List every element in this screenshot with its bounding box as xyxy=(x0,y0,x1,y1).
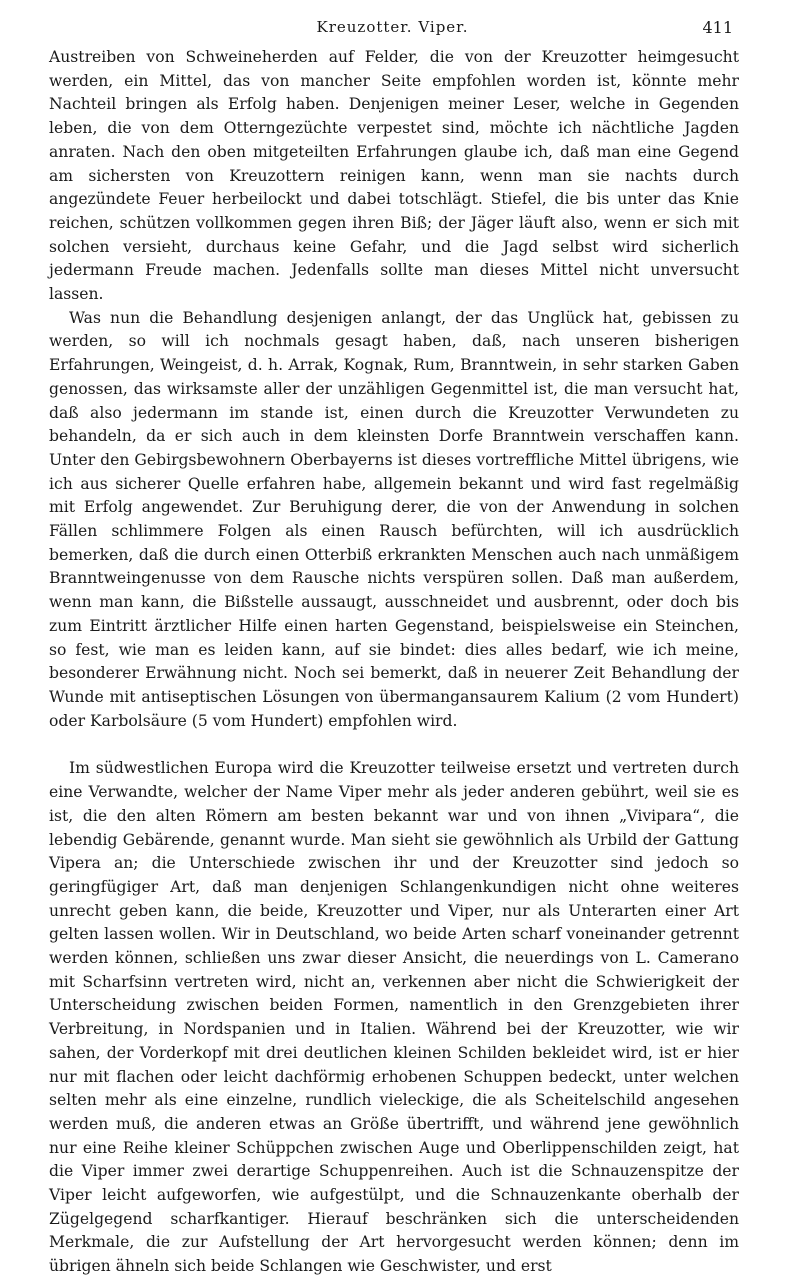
paragraph-remedy-hunting: Austreiben von Schweineherden auf Felder, die von der Kreuzotter heimgesucht werden, ein Mittel, das von mancher Seite empfohlen worden ist, könnte mehr Nachteil bringen als Erfolg haben. Denjenigen meiner Leser, welche in Gegenden leben, die von dem Otterngezüchte verpestet sind, möchte ich nächtliche Jagden anraten. Nach den oben mitgeteilten Erfahrungen glaube ich, daß man eine Gegend am sichersten von Kreuzottern reinigen kann, wenn man sie nachts durch angezündete Feuer herbeilockt und dabei totschlägt. Stiefel, die bis unter das Knie reichen, schützen vollkommen gegen ihren Biß; der Jäger läuft also, wenn er sich mit solchen versieht, durchaus keine Gefahr, und die Jagd selbst wird sicherlich jedermann Freude machen. Jedenfalls sollte man dieses Mittel nicht unversucht lassen. xyxy=(49,48,739,304)
running-title: Kreuzotter. Viper. xyxy=(316,18,469,36)
running-head xyxy=(0,18,785,42)
paragraph-viper: Im südwestlichen Europa wird die Kreuzotter teilweise ersetzt und vertreten durch eine Verwandte, welcher der Name Viper mehr als jeder anderen gebührt, weil sie es ist, die den alten Römern am besten bekannt war und von ihnen „Vivipara“, die lebendig Gebärende, genannt wurde. Man sieht sie gewöhnlich als Urbild der Gattung Vipera an; die Unterschiede zwischen ihr und der Kreuzotter sind jedoch so geringfügiger Art, daß man denjenigen Schlangenkundigen nicht ohne weiteres unrecht geben kann, die beide, Kreuzotter und Viper, nur als Unterarten einer Art gelten lassen wollen. Wir in Deutschland, wo beide Arten scharf voneinander getrennt werden können, schließen uns zwar dieser Ansicht, die neuerdings von L. Camerano mit Scharfsinn vertreten wird, nicht an, verkennen aber nicht die Schwierigkeit der Unterscheidung zwischen beiden Formen, namentlich in den Grenzgebieten ihrer Verbreitung, in Nordspanien und in Italien. Während bei der Kreuzotter, wie wir sahen, der Vorderkopf mit drei deutlichen kleinen Schilden bekleidet wird, ist er hier nur mit flachen oder leicht dachförmig erhobenen Schuppen bedeckt, unter welchen selten mehr als eine einzelne, rundlich vieleckige, die als Scheitelschild angesehen werden muß, die anderen etwas an Größe übertrifft, und während jene gewöhnlich nur eine Reihe kleiner Schüppchen zwischen Auge und Oberlippenschilden zeigt, hat die Viper immer zwei derartige Schuppenreihen. Auch ist die Schnauzenspitze der Viper leicht aufgeworfen, wie aufgestülpt, und die Schnauzenkante oberhalb der Zügelgegend scharfkantiger. Hierauf beschränken sich die unterscheidenden Merkmale, die zur Aufstellung der Art hervorgesucht werden können; denn im übrigen ähneln sich beide Schlangen wie Geschwister, und erst xyxy=(49,759,739,1276)
body-text xyxy=(49,46,739,1279)
page-number: 411 xyxy=(702,18,733,37)
paragraph-treatment: Was nun die Behandlung desjenigen anlangt, der das Unglück hat, gebissen zu werden, so will ich nochmals gesagt haben, daß, nach unseren bisherigen Erfahrungen, Weingeist, d. h. Arrak, Kognak, Rum, Branntwein, in sehr starken Gaben genossen, das wirksamste aller der unzähligen Gegenmittel ist, die man versucht hat, daß also jedermann im stande ist, einen durch die Kreuzotter Verwundeten zu behandeln, da er sich auch in dem kleinsten Dorfe Branntwein verschaffen kann. Unter den Gebirgsbewohnern Oberbayerns ist dieses vortreffliche Mittel übrigens, wie ich aus sicherer Quelle erfahren habe, allgemein bekannt und wird fast regelmäßig mit Erfolg angewendet. Zur Beruhigung derer, die von der Anwendung in solchen Fällen schlimmere Folgen als einen Rausch befürchten, will ich ausdrücklich bemerken, daß die durch einen Otterbiß erkrankten Menschen auch nach unmäßigem Branntweingenusse von dem Rausche nichts verspüren sollen. Daß man außerdem, wenn man kann, die Bißstelle aussaugt, ausschneidet und ausbrennt, oder doch bis zum Eintritt ärztlicher Hilfe einen harten Gegenstand, beispielsweise ein Steinchen, so fest, wie man es leiden kann, auf sie bindet: dies alles bedarf, wie ich meine, besonderer Erwähnung nicht. Noch sei bemerkt, daß in neuerer Zeit Behandlung der Wunde mit antiseptischen Lösungen von übermangansaurem Kalium (2 vom Hundert) oder Karbolsäure (5 vom Hundert) empfohlen wird. xyxy=(49,308,739,730)
